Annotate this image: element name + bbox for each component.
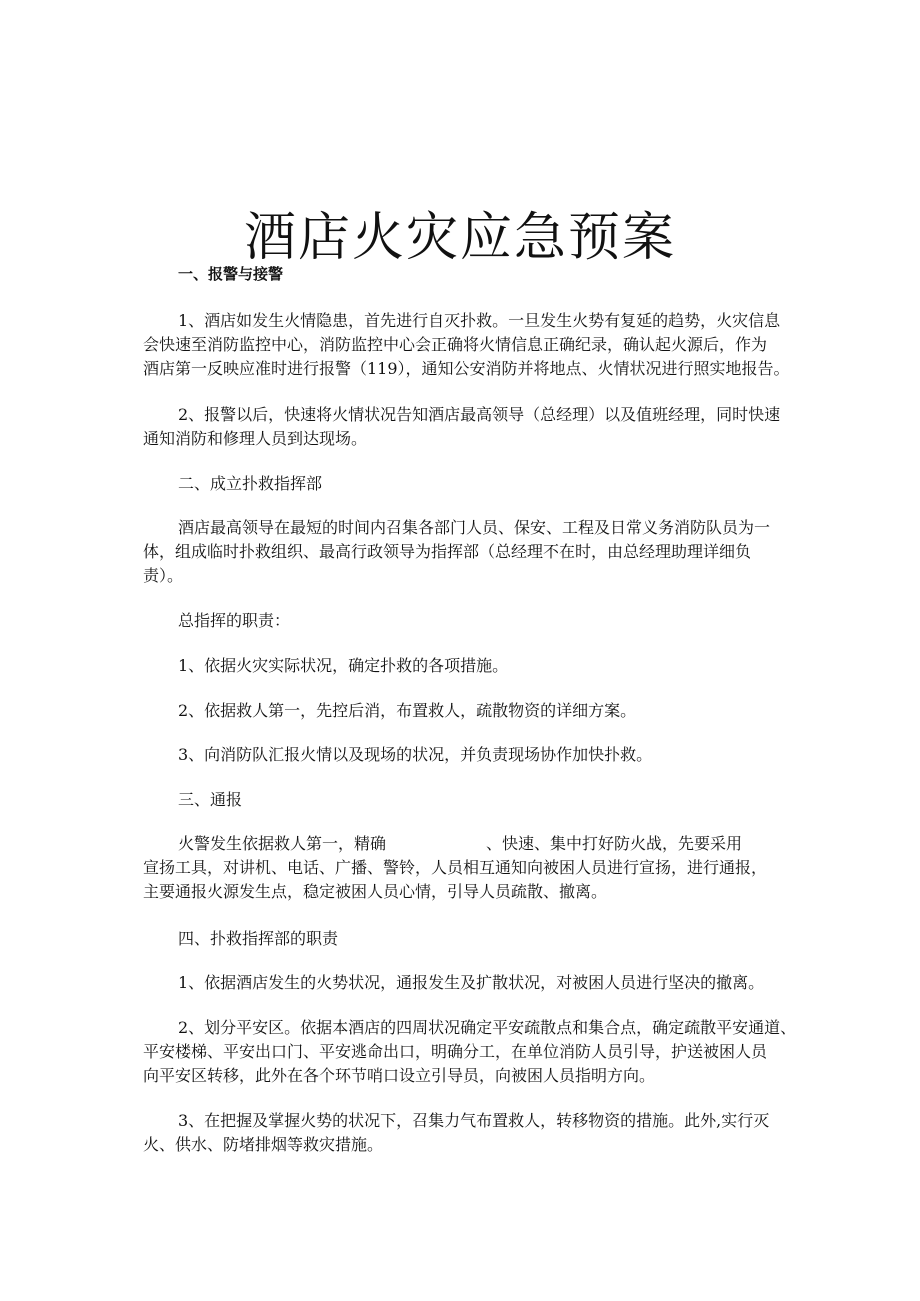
list-item: 3、向消防队汇报火情以及现场的状况，并负责现场协作加快扑救。 xyxy=(178,745,653,764)
section-heading-3: 三、通报 xyxy=(178,790,243,809)
list-item: 1、依据酒店发生的火势状况，通报发生及扩散状况，对被困人员进行坚决的撤离。 xyxy=(178,973,765,992)
section-heading-2: 二、成立扑救指挥部 xyxy=(178,474,323,493)
paragraph-fragment: 火警发生依据救人第一，精确 xyxy=(178,834,387,853)
paragraph-line: 通知消防和修理人员到达现场。 xyxy=(143,429,368,448)
subheading: 总指挥的职责： xyxy=(178,611,291,630)
paragraph-line: 向平安区转移，此外在各个环节哨口设立引导员，向被困人员指明方向。 xyxy=(143,1066,656,1085)
paragraph-line: 2、划分平安区。依据本酒店的四周状况确定平安疏散点和集合点，确定疏散平安通道、 xyxy=(178,1018,797,1037)
section-heading-1: 一、报警与接警 xyxy=(178,265,284,283)
paragraph-line: 火、供水、防堵排烟等救灾措施。 xyxy=(143,1135,384,1154)
paragraph-line: 责）。 xyxy=(143,566,184,585)
paragraph-line: 平安楼梯、平安出口门、平安逃命出口，明确分工，在单位消防人员引导，护送被困人员 xyxy=(143,1042,768,1061)
paragraph-line: 体，组成临时扑救组织、最高行政领导为指挥部（总经理不在时，由总经理助理详细负 xyxy=(143,542,752,561)
paragraph-line: 1、酒店如发生火情隐患，首先进行自灭扑救。一旦发生火势有复延的趋势，火灾信息 xyxy=(178,311,781,330)
paragraph-fragment: 、快速、集中打好防火战，先要采用 xyxy=(486,834,743,853)
paragraph-line: 酒店最高领导在最短的时间内召集各部门人员、保安、工程及日常义务消防队员为一 xyxy=(178,518,771,537)
paragraph-line: 主要通报火源发生点，稳定被困人员心情，引导人员疏散、撤离。 xyxy=(143,882,608,901)
document-title: 酒店火灾应急预案 xyxy=(243,207,676,268)
paragraph-line: 3、在把握及掌握火势的状况下，召集力气布置救人，转移物资的措施。此外,实行灭 xyxy=(178,1111,770,1130)
paragraph-line: 宣扬工具，对讲机、电话、广播、警铃，人员相互通知向被困人员进行宣扬，进行通报， xyxy=(143,858,768,877)
paragraph-line: 2、报警以后，快速将火情状况告知酒店最高领导（总经理）以及值班经理，同时快速 xyxy=(178,405,781,424)
section-heading-4: 四、扑救指挥部的职责 xyxy=(178,929,339,948)
paragraph-line: 会快速至消防监控中心，消防监控中心会正确将火情信息正确纪录，确认起火源后，作为 xyxy=(143,335,768,354)
paragraph-line xyxy=(178,834,858,854)
list-item: 1、依据火灾实际状况，确定扑救的各项措施。 xyxy=(178,656,509,675)
list-item: 2、依据救人第一，先控后消，布置救人，疏散物资的详细方案。 xyxy=(178,701,637,720)
paragraph-line: 酒店第一反映应准时进行报警（119），通知公安消防并将地点、火情状况进行照实地报告。 xyxy=(143,359,790,378)
